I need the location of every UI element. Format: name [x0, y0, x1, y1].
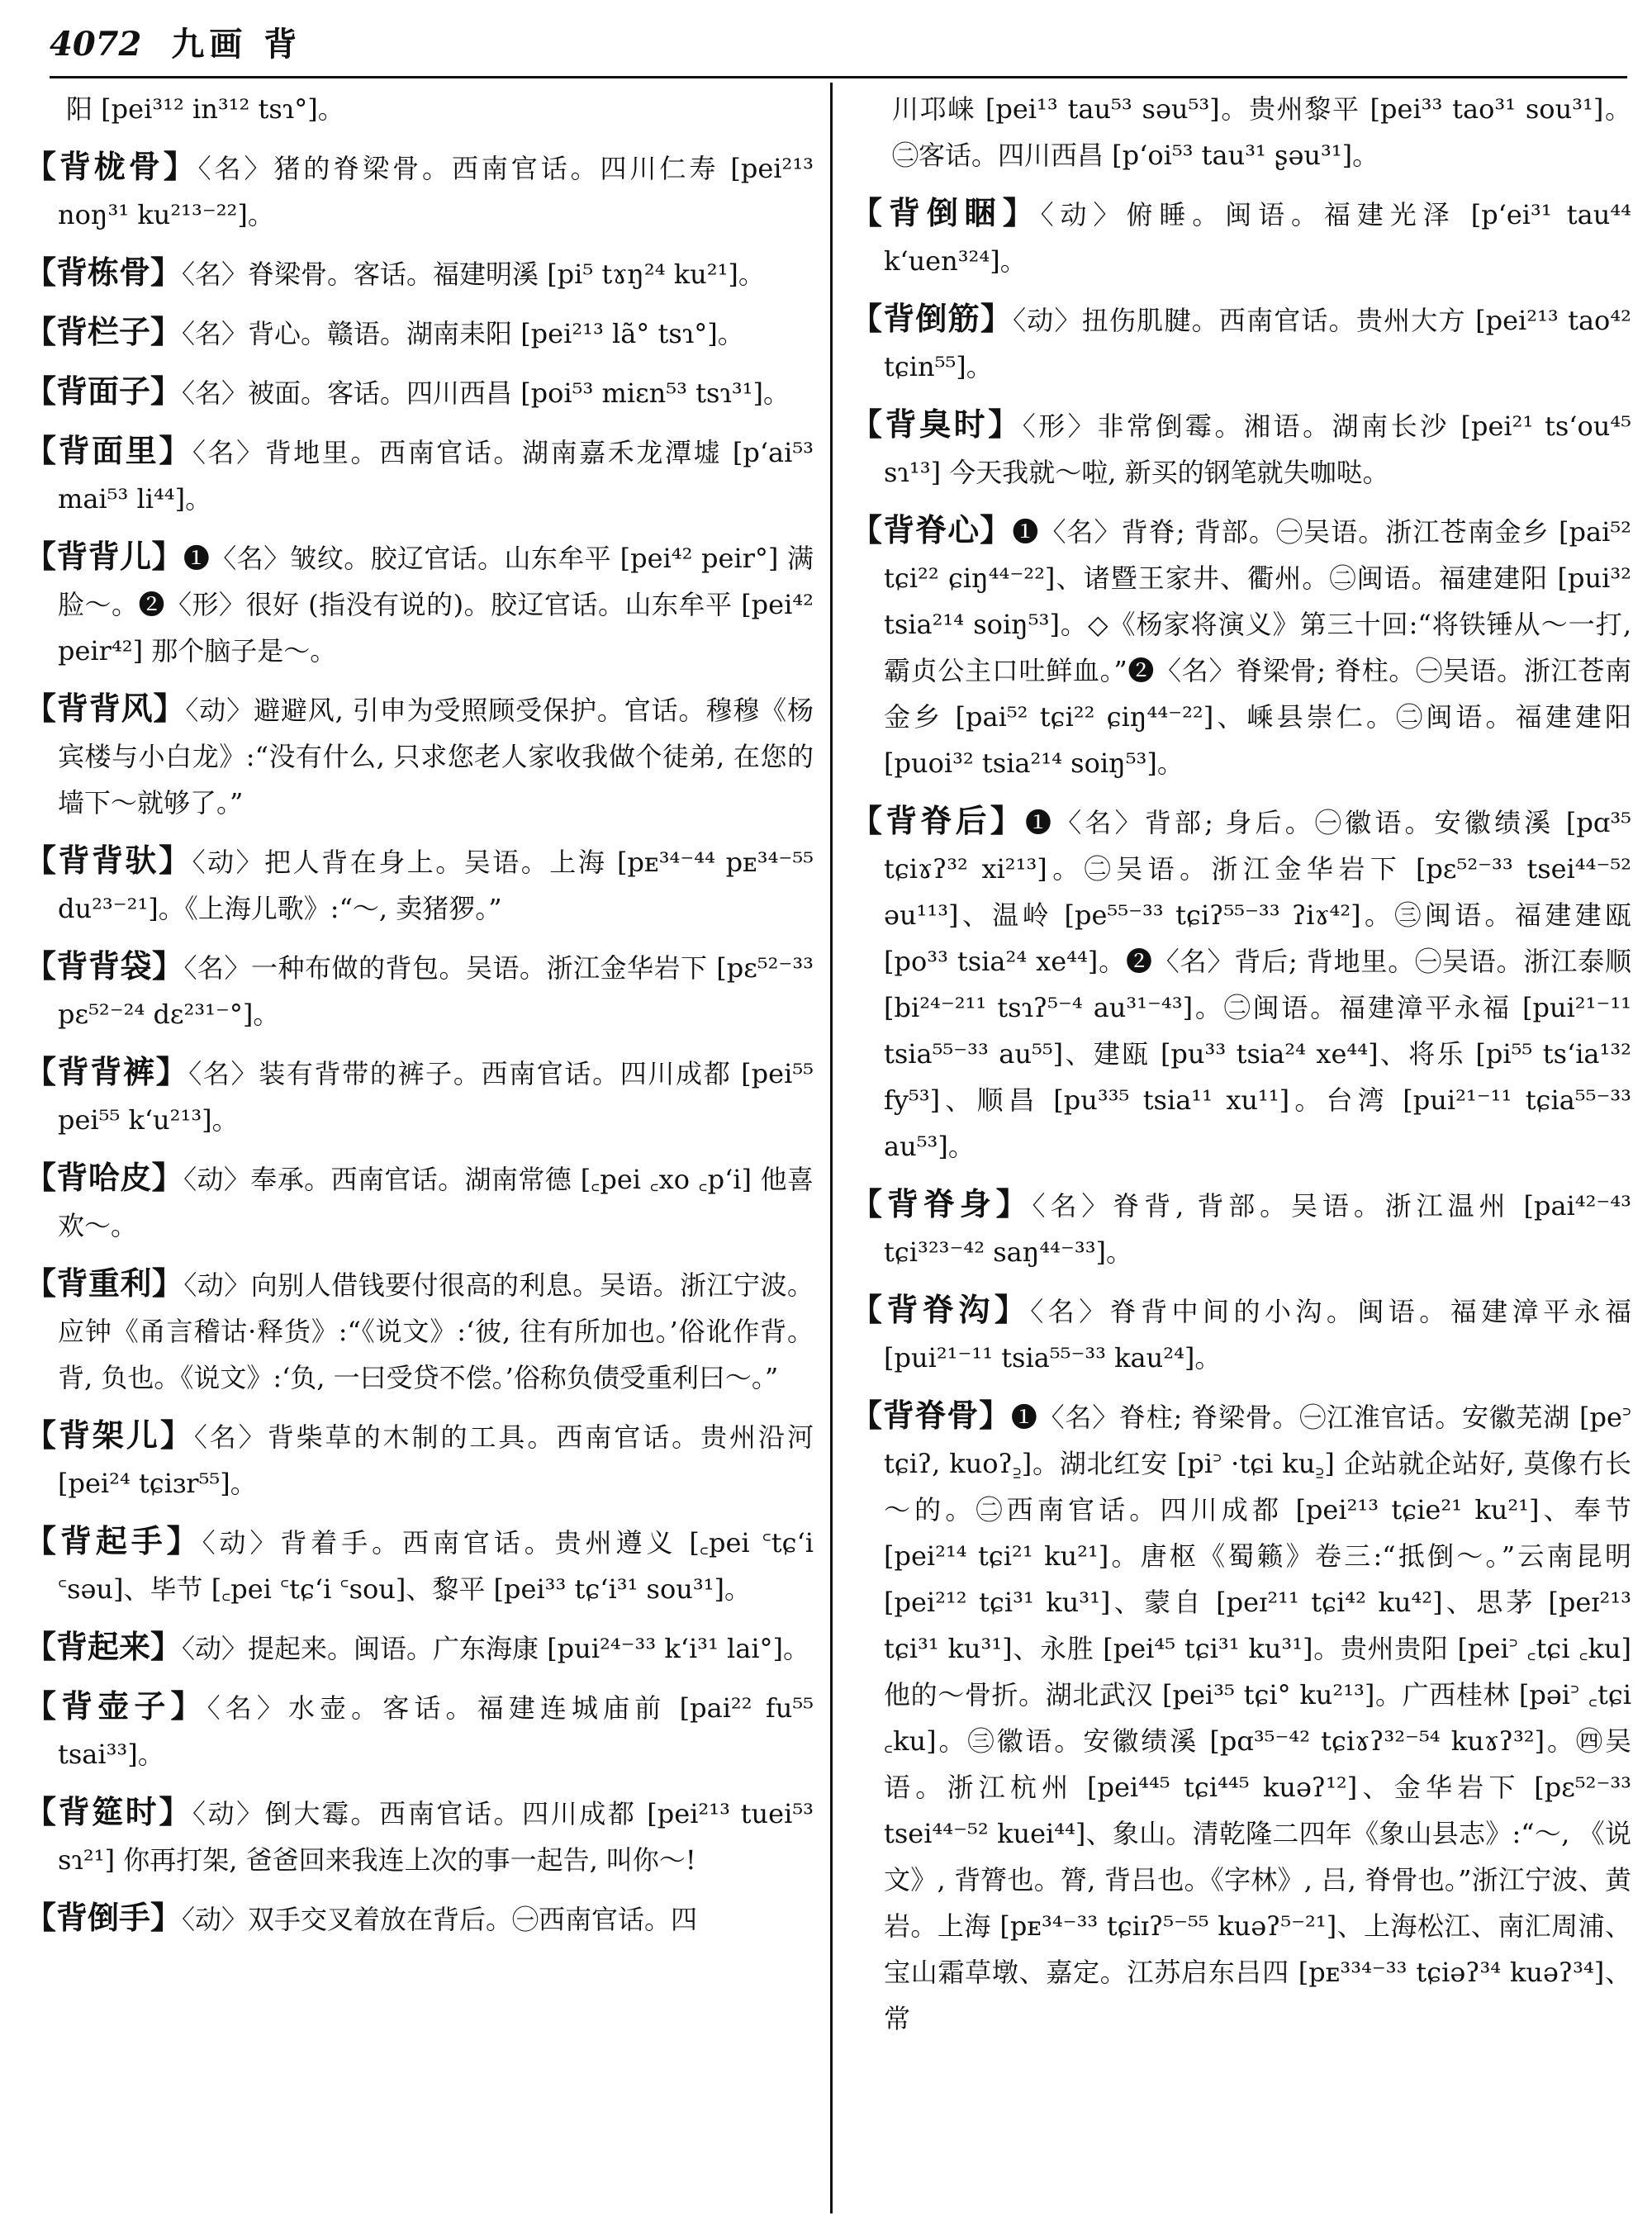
dictionary-entry: [851, 798, 1631, 1170]
dictionary-entry: [25, 368, 814, 416]
dictionary-entry: [851, 1287, 1631, 1381]
dictionary-entry: [25, 943, 814, 1037]
entry-headword: 【背壶子】: [25, 1688, 207, 1725]
dictionary-entry: [851, 296, 1631, 390]
entry-headword: 【背面里】: [25, 433, 192, 469]
entry-headword: 【背面子】: [25, 373, 183, 410]
entry-definition: ❶〈名〉背部; 身后。㊀徽语。安徽绩溪 [pɑ³⁵ tɕiɤʔ³² xi²¹³]。㊁吴语。浙江金华岩下 [pɛ⁵²⁻³³ tsei⁴⁴⁻⁵² əu¹¹³]、温岭 [pe⁵⁵⁻³³ tɕiʔ⁵⁵⁻³³ ʔiɤ⁴²]。㊂闽语。福建建瓯 [po³³ tsia²⁴ xe⁴⁴]。❷〈名〉背后; 背地里。㊀吴语。浙江泰顺 [bi²⁴⁻²¹¹ tsɿʔ⁵⁻⁴ au³¹⁻⁴³]。㊁闽语。福建漳平永福 [pui²¹⁻¹¹ tsia⁵⁵⁻³³ au⁵⁵]、建瓯 [pu³³ tsia²⁴ xe⁴⁴]、将乐 [pi⁵⁵ ts‘ia¹³² fy⁵³]、顺昌 [pu³³⁵ tsia¹¹ xu¹¹]。台湾 [pui²¹⁻¹¹ tɕia⁵⁵⁻³³ au⁵³]。: [884, 807, 1631, 1162]
entry-headword: 【背栊骨】: [25, 149, 198, 185]
right-column: [851, 86, 1631, 2222]
dictionary-entry: [25, 1049, 814, 1143]
entry-headword: 【背栋骨】: [25, 254, 183, 291]
entry-headword: 【背脊骨】: [851, 1397, 1011, 1434]
entry-definition: 〈名〉被面。客话。四川西昌 [poi⁵³ miɛn⁵³ tsɿ³¹]。: [182, 377, 790, 409]
entry-headword: 【背脊心】: [851, 512, 1013, 548]
dictionary-entry: [25, 249, 814, 297]
dictionary-entry: [25, 534, 814, 674]
entry-definition: 〈动〉倒大霉。西南官话。四川成都 [pei²¹³ tuei⁵³ sɿ²¹] 你再打架, 爸爸回来我连上次的事一起告, 叫你～!: [58, 1798, 814, 1876]
entry-headword: 【背倒睏】: [851, 195, 1041, 231]
dictionary-entry: [851, 1181, 1631, 1275]
dictionary-entry: [25, 1518, 814, 1612]
continued-entry: [851, 86, 1631, 178]
entry-headword: 【背背儿】: [25, 539, 183, 575]
header-rule: [50, 76, 1627, 78]
entry-headword: 【背重利】: [25, 1265, 184, 1302]
entry-definition: 〈名〉脊背中间的小沟。闽语。福建漳平永福 [pui²¹⁻¹¹ tsia⁵⁵⁻³³ kau²⁴]。: [884, 1296, 1631, 1374]
dictionary-entry: [25, 1789, 814, 1883]
entry-definition: 〈名〉装有背带的裤子。西南官话。四川成都 [pei⁵⁵ pei⁵⁵ k‘u²¹³]。: [58, 1058, 814, 1136]
entry-headword: 【背倒手】: [25, 1900, 183, 1936]
entry-definition: 〈名〉脊背, 背部。吴语。浙江温州 [pai⁴²⁻⁴³ tɕi³²³⁻⁴² saŋ⁴⁴⁻³³]。: [884, 1190, 1631, 1268]
column-divider: [830, 83, 833, 2213]
entry-definition: 〈形〉非常倒霉。湘语。湖南长沙 [pei²¹ ts‘ou⁴⁵ sɿ¹³] 今天我就～啦, 新买的钢笔就失咖哒。: [884, 410, 1631, 488]
entry-definition: 〈动〉俯睡。闽语。福建光泽 [p‘ei³¹ tau⁴⁴ k‘uen³²⁴]。: [884, 199, 1631, 277]
dictionary-entry: [25, 837, 814, 932]
left-column: [25, 86, 814, 2222]
entry-definition: ❶〈名〉背脊; 背部。㊀吴语。浙江苍南金乡 [pai⁵² tɕi²² ɕiŋ⁴⁴⁻²²]、诸暨王家井、衢州。㊁闽语。福建建阳 [pui³² tsia²¹⁴ soiŋ⁵³]。◇《杨家将演义》第三十回:“将铁锤从～一打, 霸贞公主口吐鲜血。”❷〈名〉脊梁骨; 脊柱。㊀吴语。浙江苍南金乡 [pai⁵² tɕi²² ɕiŋ⁴⁴⁻²²]、嵊县崇仁。㊁闽语。福建建阳 [puoi³² tsia²¹⁴ soiŋ⁵³]。: [884, 516, 1631, 779]
entry-headword: 【背臭时】: [851, 406, 1023, 443]
dictionary-entry: [25, 309, 814, 357]
dictionary-entry: [851, 507, 1631, 786]
dictionary-entry: [851, 190, 1631, 284]
entry-definition: 〈动〉背着手。西南官话。贵州遵义 [꜀pei ꜂tɕ‘i ꜂səu]、毕节 [꜀pei ꜂tɕ‘i ꜂sou]、黎平 [pei³³ tɕ‘i³¹ sou³¹]。: [58, 1527, 814, 1605]
entry-definition: 〈动〉扭伤肌腱。西南官话。贵州大方 [pei²¹³ tao⁴² tɕin⁵⁵]。: [884, 305, 1631, 382]
entry-headword: 【背起来】: [25, 1629, 183, 1665]
entry-definition: 〈名〉一种布做的背包。吴语。浙江金华岩下 [pɛ⁵²⁻³³ pɛ⁵²⁻²⁴ dɛ²³¹⁻°]。: [58, 952, 814, 1030]
entry-headword: 【背脊沟】: [851, 1292, 1031, 1328]
entry-definition: 〈名〉脊梁骨。客话。福建明溪 [pi⁵ tɤŋ²⁴ ku²¹]。: [182, 259, 765, 290]
dictionary-entry: [25, 1412, 814, 1506]
entry-definition: 〈动〉奉承。西南官话。湖南常德 [꜀pei ꜀xo ꜀p‘i] 他喜欢～。: [58, 1164, 814, 1241]
page-number: 4072: [50, 25, 142, 64]
dictionary-entry: [851, 1393, 1631, 2042]
entry-headword: 【背哈皮】: [25, 1160, 184, 1196]
entry-definition: 〈名〉背心。赣语。湖南耒阳 [pei²¹³ lã° tsɿ°]。: [182, 318, 744, 349]
entry-definition: 〈动〉向别人借钱要付很高的利息。吴语。浙江宁波。应钟《甬言稽诂·释货》:“《说文》:‘彼, 往有所加也。’俗讹作背。背, 负也。《说文》:‘负, 一曰受贷不偿。’俗称负债受重利曰～。”: [58, 1269, 814, 1393]
dictionary-entry: [25, 1624, 814, 1672]
entry-headword: 【背背驮】: [25, 842, 192, 879]
entry-headword: 【背栏子】: [25, 314, 183, 350]
entry-headword: 【背起手】: [25, 1523, 202, 1559]
dictionary-entry: [25, 1260, 814, 1401]
continued-entry: [25, 86, 814, 132]
entry-definition: 〈动〉提起来。闽语。广东海康 [pui²⁴⁻³³ k‘i³¹ lai°]。: [182, 1633, 810, 1664]
dictionary-entry: [25, 1895, 814, 1943]
entry-headword: 【背筵时】: [25, 1794, 192, 1830]
entry-definition: 〈名〉水壶。客话。福建连城庙前 [pai²² fu⁵⁵ tsai³³]。: [58, 1692, 814, 1770]
entry-definition: 〈动〉双手交叉着放在背后。㊀西南官话。四: [182, 1904, 698, 1935]
entry-definition: 〈动〉避避风, 引申为受照顾受保护。官话。穆穆《杨宾楼与小白龙》:“没有什么, 只求您老人家收我做个徒弟, 在您的墙下～就够了。”: [58, 695, 814, 818]
dictionary-entry: [25, 428, 814, 522]
entry-definition: 阳 [pei³¹² in³¹² tsɿ°]。: [66, 93, 344, 125]
page-header: [50, 18, 301, 76]
dictionary-entry: [25, 686, 814, 826]
entry-headword: 【背倒筋】: [851, 301, 1014, 337]
entry-definition: 〈名〉背地里。西南官话。湖南嘉禾龙潭墟 [p‘ai⁵³ mai⁵³ li⁴⁴]。: [58, 437, 814, 515]
entry-definition: ❶〈名〉皱纹。胶辽官话。山东牟平 [pei⁴² peir°] 满脸～。❷〈形〉很好 (指没有说的)。胶辽官话。山东牟平 [pei⁴² peir⁴²] 那个脑子是～。: [58, 543, 814, 667]
entry-definition: ❶〈名〉脊柱; 脊梁骨。㊀江淮官话。安徽芜湖 [pe꜄ tɕiʔ, kuoʔ꜇]。湖北红安 [pi꜄ ·tɕi ku꜇] 企站就企站好, 莫像冇长～的。㊁西南官话。四川成都 [pei²¹³ tɕie²¹ ku²¹]、奉节 [pei²¹⁴ tɕi²¹ ku²¹]。唐枢《蜀籁》卷三:“抵倒～。”云南昆明 [pei²¹² tɕi³¹ ku³¹]、蒙自 [peɪ²¹¹ tɕi⁴² ku⁴²]、思茅 [peɪ²¹³ tɕi³¹ ku³¹]、永胜 [pei⁴⁵ tɕi³¹ ku³¹]。贵州贵阳 [pei꜄ ꜀tɕi ꜀ku] 他的～骨折。湖北武汉 [pei³⁵ tɕi° ku²¹³]。广西桂林 [pəi꜄ ꜀tɕi ꜀ku]。㊂徽语。安徽绩溪 [pɑ³⁵⁻⁴² tɕiɤʔ³²⁻⁵⁴ kuɤʔ³²]。㊃吴语。浙江杭州 [pei⁴⁴⁵ tɕi⁴⁴⁵ kuəʔ¹²]、金华岩下 [pɛ⁵²⁻³³ tsei⁴⁴⁻⁵² kuei⁴⁴]、象山。清乾隆二四年《象山县志》:“～, 《说文》, 背膂也。膂, 背吕也。《字林》, 吕, 脊骨也。”浙江宁波、黄岩。上海 [pᴇ³⁴⁻³³ tɕiɪʔ⁵⁻⁵⁵ kuəʔ⁵⁻²¹]、上海松江、南汇周浦、宝山霜草墩、嘉定。江苏启东吕四 [pᴇ³³⁴⁻³³ tɕiəʔ³⁴ kuəʔ³⁴]、常: [884, 1402, 1631, 2034]
entry-headword: 【背背袋】: [25, 948, 184, 985]
entry-definition: 川邛崃 [pei¹³ tau⁵³ səu⁵³]。贵州黎平 [pei³³ tao³¹ sou³¹]。㊁客话。四川西昌 [p‘oi⁵³ tau³¹ ʂəu³¹]。: [892, 93, 1631, 171]
dictionary-entry: [25, 1683, 814, 1777]
entry-headword: 【背背裤】: [25, 1054, 189, 1090]
dictionary-entry: [25, 1155, 814, 1249]
entry-headword: 【背背风】: [25, 690, 186, 727]
dictionary-entry: [25, 144, 814, 238]
entry-headword: 【背架儿】: [25, 1417, 194, 1454]
entry-definition: 〈动〉把人背在身上。吴语。上海 [pᴇ³⁴⁻⁴⁴ pᴇ³⁴⁻⁵⁵ du²³⁻²¹]。《上海儿歌》:“～, 卖猪猡。”: [58, 847, 814, 924]
entry-definition: 〈名〉猪的脊梁骨。西南官话。四川仁寿 [pei²¹³ noŋ³¹ ku²¹³⁻²²]。: [58, 153, 814, 230]
entry-headword: 【背脊后】: [851, 803, 1025, 839]
entry-definition: 〈名〉背柴草的木制的工具。西南官话。贵州沿河 [pei²⁴ tɕiɜr⁵⁵]。: [58, 1421, 814, 1499]
section-title: 九画 背: [171, 25, 302, 64]
entry-headword: 【背脊身】: [851, 1186, 1032, 1222]
dictionary-entry: [851, 401, 1631, 496]
